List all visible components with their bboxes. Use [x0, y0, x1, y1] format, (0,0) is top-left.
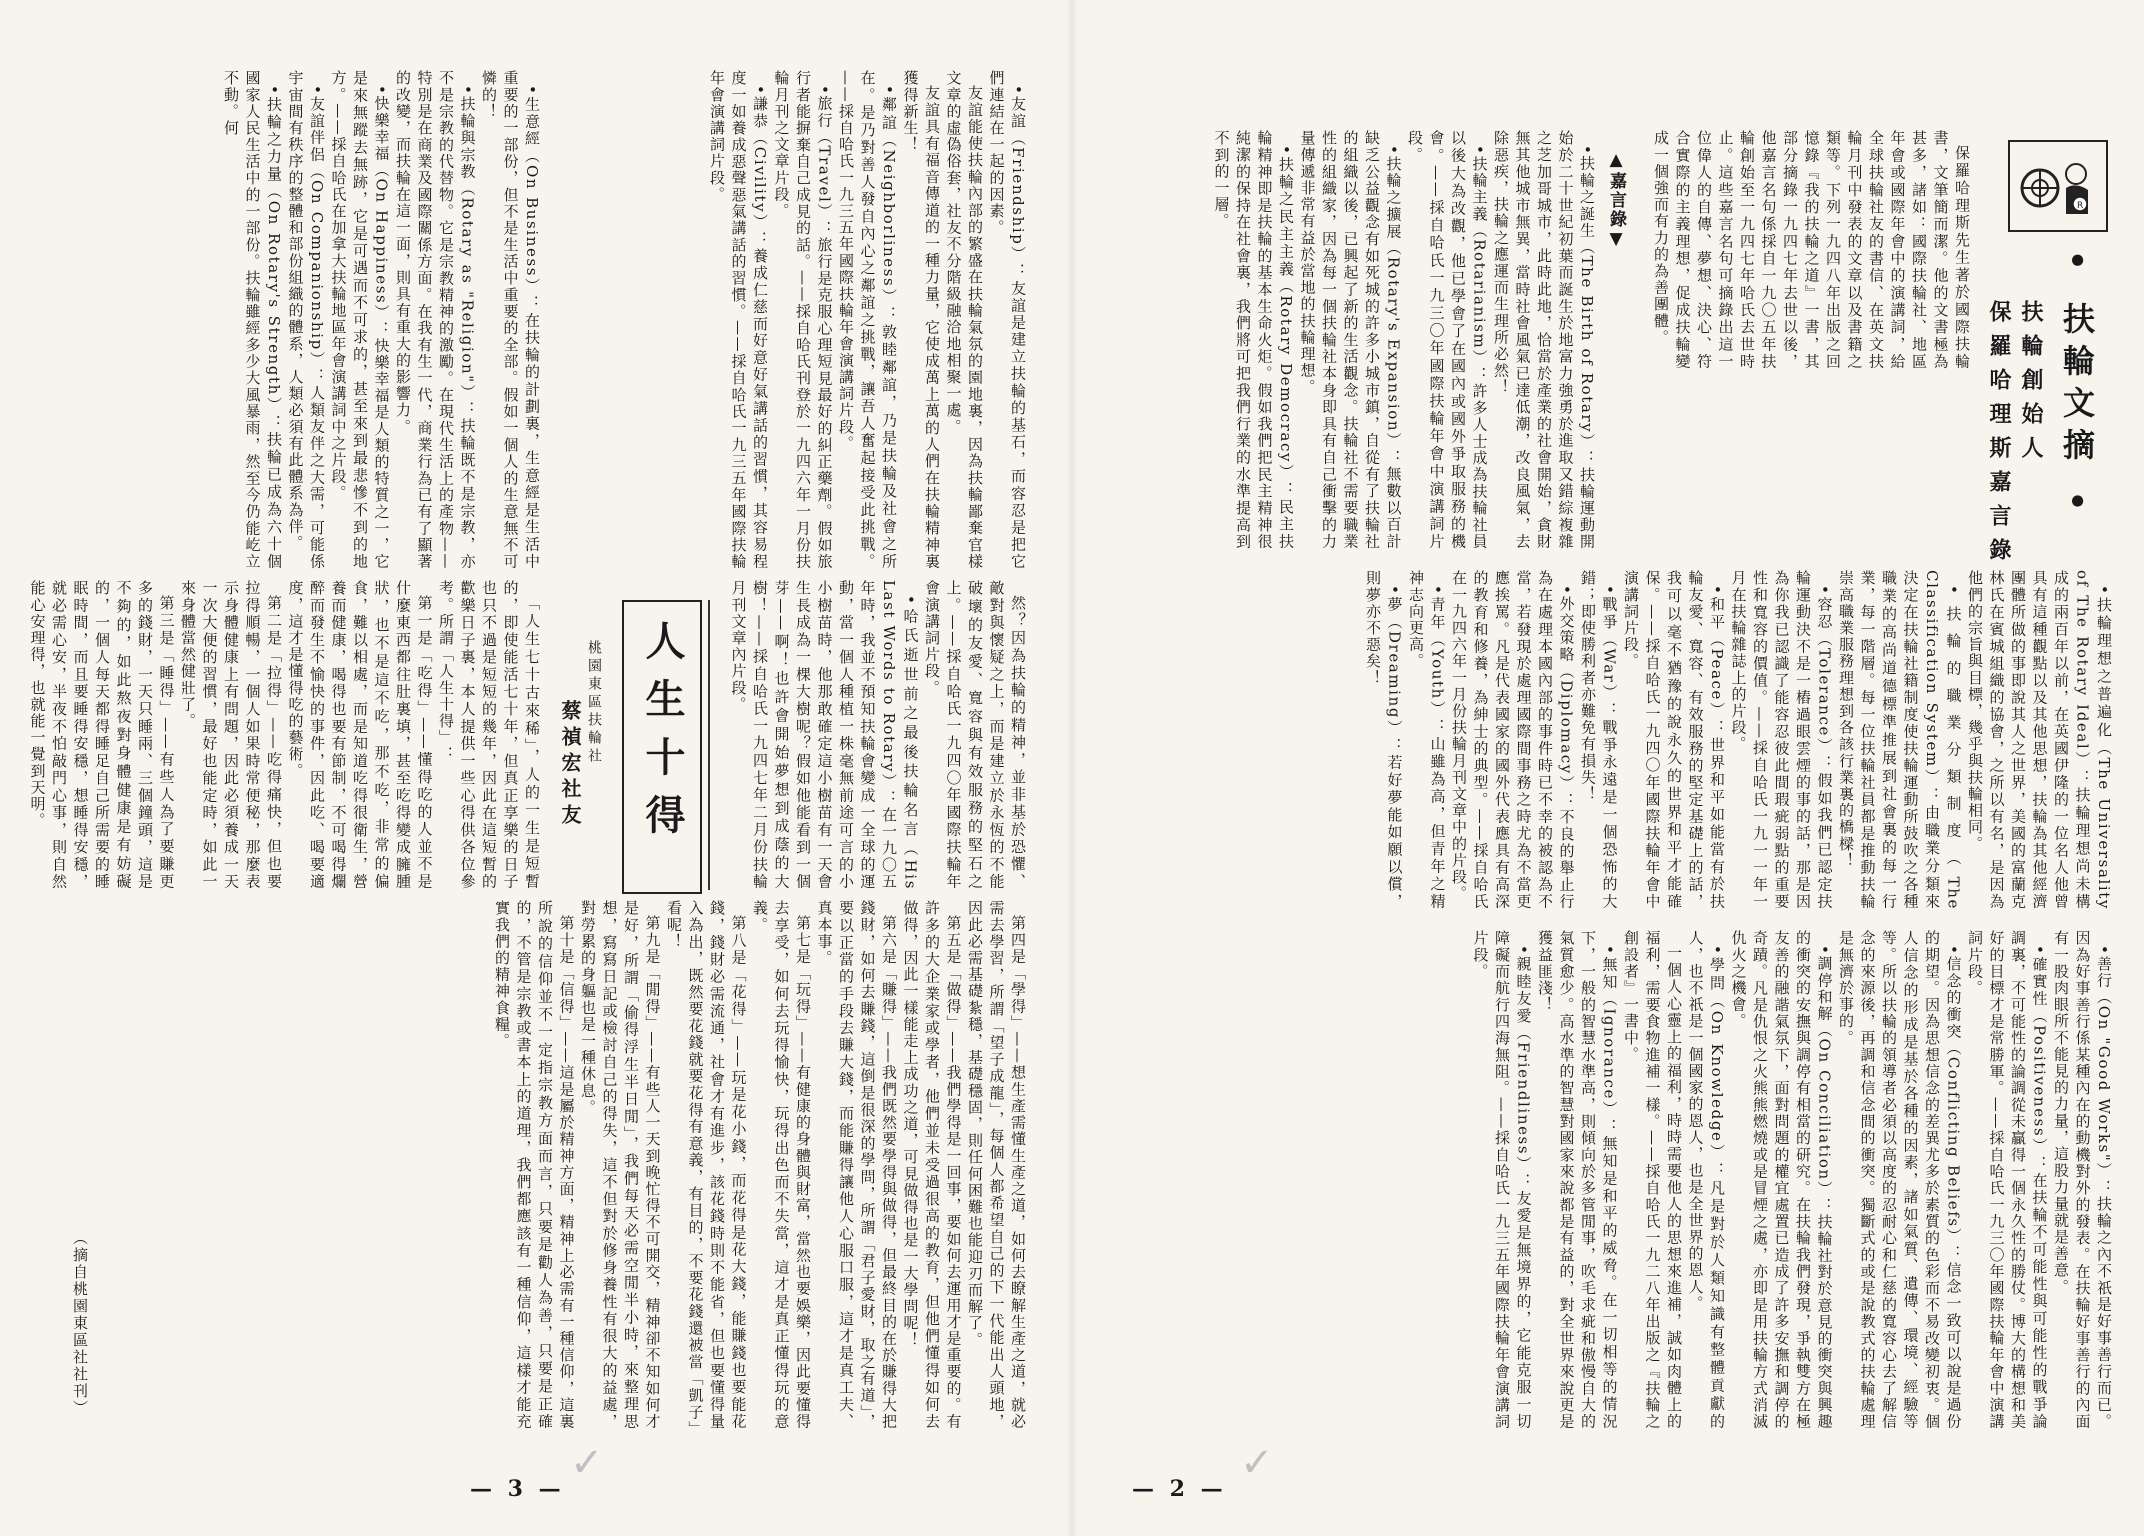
right-page	[1072, 0, 2144, 1536]
birth-of-rotary: •扶輪之誕生（The Birth of Rotary）：扶輪運動開始於二十世紀初葉而誕生於地富力強勇於進取又錯綜複雜之芝加哥城市，此時此地，恰當於產業的社會開始，貪財無其他城市無異，當時社會風氣已達低潮，改良風氣，去除惡疾，扶輪之應運而生理所必然！	[1492, 130, 1596, 550]
magazine-title: • 扶輪文摘 •	[2058, 250, 2096, 522]
right-top-block	[1102, 130, 1597, 550]
rotarianism: •扶輪主義（Rotarianism）：許多人士成為扶輪社員以後大為改觀，他已學會了在國內或國外爭取服務的機會。——採自哈氏一九三〇年國際扶輪年會中演講詞片段。	[1406, 130, 1489, 550]
friendliness: •親睦友愛（Friendliness）：友愛是無境界的，它能克服一切障礙而航行四海無阻。——採自哈氏一九三五年國際扶輪年會演講詞片段。	[1471, 930, 1533, 1430]
dreaming: •夢（Dreaming）：若好夢能如願以償，則夢亦不惡矣！	[1364, 570, 1404, 910]
left-top-text-block	[546, 70, 1028, 570]
happiness-paragraph: •快樂幸福（On Happiness）：快樂幸福是人類的特質之一，它是來無蹤去無跡，它是可遇而不可求的，甚至來到最悲慘不到的地方。——採自哈氏在加拿大扶輪地區年會演講詞中之片段。	[329, 70, 391, 570]
friendship-paragraph-3: 友誼具有福音傳道的一種力量，它使成萬上萬的人們在扶輪精神裏獲得新生！	[901, 70, 941, 570]
essay-title: 人生十得	[639, 620, 686, 852]
friendship-paragraph: •友誼（Friendship）：友誼是建立扶輪的基石，而容忍是把它們連結在一起的因素。	[987, 70, 1027, 570]
svg-text:R: R	[2077, 201, 2084, 211]
travel-paragraph: •旅行（Travel）：旅行是克服心理短見最好的糾正藥劑。假如旅行者能摒棄自己成見的話。——採自哈氏刊登於一九四六年一月份扶輪月刊之文章片段。	[772, 70, 834, 570]
essay-learn: 第四是「學得」——想生產需懂生產之道，如何去瞭解生產之道，就必需去學習，所謂「望子成龍」，每個人都希望自己的下一代能出人頭地，因此必需基礎紮穩，基礎穩固，則任何困難也能迎刃而解了。	[966, 900, 1027, 1430]
essay-title-rule	[708, 600, 710, 890]
conflicting-beliefs: •信念的衝突（Conflicting Beliefs）：信念一致可以說是過份的期望。因為思想信念的差異尤多於素質的色彩而不易改變初衷。個人信念的形成是基於各種的因素，諸如氣質、遺傳、環境、經驗等等。所以扶輪的領導者必須以高度的忍耐心和仁慈的寬容心去了解信念的來源後，再調和信念間的衝突。獨斷式的或是說教式的扶輪處理是無濟於事的。	[1837, 930, 1963, 1430]
essay-bottom-block	[52, 900, 1028, 1430]
right-middle-block	[1102, 570, 2114, 910]
author-name: 蔡禎宏社友	[558, 700, 582, 830]
diplomacy: •外交策略（Diplomacy）：不良的舉止行為在處理本國內部的事件時已不幸的被認為不當，若發現於處理國際間事務之時尤為不當更應挨罵。凡是代表國家的國外代表應具有高深的教育和修養，為紳士的典型。——採自哈氏在一九四六年一月份扶輪月刊文章中的片段。	[1450, 570, 1576, 910]
author-org: 桃園東區扶輪社	[586, 640, 602, 766]
section-heading: ▲嘉言錄▼	[1606, 150, 1626, 251]
left-top-text-block-2	[52, 70, 542, 570]
essay-spend: 第八是「花得」——玩是花小錢，而花得是花大錢，能賺錢也要能花錢，錢財必需流通，社會才有進步，該花錢時則不能省，但也要懂得量入為出，既然要花錢就要花得有意義，有目的，不要花錢還被當「凱子」看呢！	[665, 900, 748, 1430]
essay-intro: 「人生七十古來稀」，人的一生是短暫的，即使能活七十年，但真正享樂的日子也只不過是短短的幾年，因此在這短暫的歡樂日子裏，本人提供一些心得供各位參考。所謂「人生十得」：	[437, 580, 541, 890]
subtitle-founder: 扶輪創始人	[2018, 300, 2044, 470]
civility-paragraph: •謙恭（Civility）：養成仁慈而好意好氣講話的習慣，其容易程度一如養成惡聲惡氣講話的習慣。——採自哈氏一九三五年國際扶輪年會演講詞片段。	[708, 70, 769, 570]
essay-excrete: 第二是「拉得」——吃得痛快，但也要拉得順暢，一個人如果時常便秘，那麼表示身體健康上有問題，因此必須養成一天一次大便的習慣，最好也能定時，如此一來身體當然健壯了。	[179, 580, 283, 890]
pencil-mark-left: ✓	[570, 1440, 604, 1486]
tolerance: •容忍（Tolerance）：假如我們已認定扶輪運動決不是一樁過眼雲煙的事的話，那是因為你我已認識了能容忍彼此間瑕疵弱點的重要性和寬容的價值。——採自哈氏一九一一年一月在扶輪雜誌上的片段。	[1729, 570, 1834, 910]
rotary-expansion: •扶輪之擴展（Rotary's Expansion）：無數以百計缺乏公益觀念有如死城的許多小城市鎮，自從有了扶輪社的組織以後，已興起了新的生活觀念。扶輪社不需要職業性的組織家，因為每一個扶輪社本身即具有自己衝擊的力量傳遞非常有益於當地的扶輪理想。	[1298, 130, 1403, 550]
peace: •和平（Peace）：世界和平如能當有於扶輪友愛、寬容、有效服務的堅定基礎上的話，我可以毫不猶豫的說永久的世界和平才能確保。——採自哈氏一九四〇年國際扶輪年會中演講詞片段。	[1622, 570, 1726, 910]
neighborliness-paragraph: •鄰誼（Neighborliness）：敦睦鄰誼，乃是扶輪及社會之所在。是乃對善人發自內心之鄰誼之挑戰，讓吾人奮起接受此挑戰。——採自哈氏一九三五年國際扶輪年會演講詞片段。	[837, 70, 898, 570]
last-words-paragraph: •哈氏逝世前之最後扶輪名言（His Last Words to Rotary）：在一九〇五年時，我並不預知扶輪會變成一全球的運動，當一個人種植一株毫無前途可言的小小樹苗時，他那敢確定這小樹苗有一天會生長成為一棵大樹呢？假如他能看到一個芽——啊！也許會開始夢想到成蔭的大樹！——採自哈氏一九四七年二月份扶輪月刊文章內片段。	[729, 580, 920, 890]
essay-middle-block	[28, 580, 542, 890]
knowledge: •學問（On Knowledge）：凡是對於人類知識有整體貢獻的人，也不祇是一個國家的恩人，也是全世界的恩人。	[1686, 930, 1726, 1430]
pencil-mark-right: ✓	[1240, 1440, 1274, 1486]
classification-system: •扶輪的職業分類制度（The Classification System）：由職業分類來決定在扶輪社籍制度使扶輪運動所鼓吹之各種職業的高尚道德標準推展到社會裏的每一行業，每一階層。每一位扶輪社員都是推動扶輪崇高職業服務理想到各該行業裏的橋樑！	[1837, 570, 1963, 910]
friendship-paragraph-2: 友誼能使扶輪內部的繁盛在扶輪氣氛的園地裏，因為扶輪鄙棄官樣文章的虛偽俗套，社友不分階級融洽地相聚一處。	[944, 70, 984, 570]
companionship-paragraph: •友誼伴侶（On Companionship）：人類友伴之大需，可能係宇宙間有秩序的整體和部份組織的體系，人類必須有此體系為伴。	[286, 70, 326, 570]
essay-earn: 第六是「賺得」——我們既然要學得與做得，但最終目的在於賺得大把錢財，如何去賺錢，這倒是很深的學問，所謂「君子愛財，取之有道」，要以正當的手段去賺大錢，而能賺得讓他人心服口服，這才是真工夫、真本事。	[815, 900, 898, 1430]
youth: •青年（Youth）：山雖為高，但青年之精神志向更高。	[1407, 570, 1447, 910]
knowledge-2: 一個人心靈上的福利，時時需要他人的思想來進補，誠如肉體上的福利，需要食物進補一樣。——採自哈氏一九二八年出版之『扶輪之創設者』一書中。	[1622, 930, 1683, 1430]
strength-paragraph: •扶輪之力量（On Rotary's Strength）：扶輪已成為六十個國家人民生活中的一部份。扶輪雖經多少大風暴雨，然至今仍能屹立不動。何	[222, 70, 283, 570]
ignorance: •無知（Ignorance）：無知是和平的威脅。在一切相等的情況下，一般的智慧水準高，則傾向於多管閒事，吹毛求疵和傲慢自大的氣質愈少。高水準的智慧對國家來說都是有益的，對全世界來說更是獲益匪淺！	[1536, 930, 1619, 1430]
header-logo-box	[2008, 140, 2108, 232]
right-bottom-block	[1102, 930, 2114, 1430]
essay-believe: 第十是「信得」——這是屬於精神方面，精神上必需有一種信仰，這裏所說的信仰並不一定指宗教方面而言，只要是勸人為善，只要是正確的，不管是宗教或書本上的道理，我們都應該有一種信仰，這樣才能充實我們的精神食糧。	[493, 900, 576, 1430]
essay-leisure: 第九是「閒得」——有些人一天到晚忙得不可開交，精神卻不知如何才是好，所謂「偷得浮生半日閒」，我們每天必需空閒半小時，來整理思想，寫寫日記或檢討自己的得失，這不但對於修身養性有很大的益處，對勞累的身軀也是一種休息。	[579, 900, 662, 1430]
conciliation: •調停和解（On Conciliation）：扶輪社對於意見的衝突與興趣的衝突的安撫與調停有相當的研究。在扶輪我們發現，爭執雙方在極友善的融諧氣氛下，面對問題的權宜處置已造成了許多安撫和調停的奇蹟。凡是仇恨之火熊熊燃燒或是冒煙之處，亦即是用扶輪方式消滅仇火之機會。	[1729, 930, 1834, 1430]
business-paragraph: •生意經（On Business）：在扶輪的計劃裏，生意經是生活中重要的一部份，但不是生活中重要的全部。假如一個人的生意無不可憐的！	[480, 70, 541, 570]
war: •戰爭（War）：戰爭永遠是一個恐怖的大錯；即使勝利者亦難免有損失！	[1579, 570, 1619, 910]
essay-eat: 第一是「吃得」——懂得吃的人並不是什麼東西都往肚裏填，甚至吃得變成臃腫狀，也不是這不吃，那不吃，非常的偏食，難以相處，而是知道吃得很衛生，營養而健康，喝得也要有節制，不可喝得爛醉而發生不愉快的事件，因此吃、喝要適度，這才是懂得吃的藝術。	[286, 580, 434, 890]
rotary-cartoon-icon	[2016, 148, 2100, 224]
intro-block	[1632, 130, 1972, 370]
good-works: •善行（On "Good Works"）：扶輪之內不祇是好事善行而已。因為好事善行係某種內在的動機對外的發表。在扶輪好事善行的內面有一股肉眼所不能見的力量，這股力量就是善意。	[2052, 930, 2113, 1430]
subtitle-quotes: 保羅哈理斯嘉言錄	[1986, 300, 2012, 572]
intro-paragraph: 保羅哈理斯先生著於國際扶輪書，文筆簡而潔。他的文書極為甚多，諸如：國際扶輪社、地區年會或國際年會中的演講詞，給全球扶輪社友的書信、在英文扶輪月刊中發表的文章以及書籍之類等。下列一九四八年出版之回憶錄『我的扶輪之道』一書，其部分摘錄一九四七年去世以後，他嘉言名句係採自一九〇五年扶輪創始至一九四七年哈氏去世時止。這些嘉言名句可摘錄出這一位偉人的自傳、夢想、決心、符合實際的主義理想，促成扶輪變成一個強而有力的為善團體。	[1652, 130, 1971, 370]
essay-source: （摘自桃園東區社社刊）	[71, 1230, 89, 1417]
page-number-right: — 2 —	[1132, 1476, 1227, 1502]
strength-continuation: 然？因為扶輪的精神，並非基於恐懼、敵對與懷疑之上，而是建立於永恆的不能破壞的友愛、寬容與有效服務的堅石之上。——採自哈氏一九四〇年國際扶輪年會演講詞片段。	[923, 580, 1027, 890]
religion-paragraph: •扶輪與宗教（Rotary as "Religion"）：扶輪既不是宗教，亦不是宗教的代替物。它是宗教精神的激勵。在現代生活上的產物——特別是在商業及國際關係方面。在我有生一代，商業行為已有了顯著的改變，而扶輪在這一面，則具有重大的影響力。	[394, 70, 477, 570]
left-mid-continuation	[716, 580, 1028, 890]
essay-do: 第五是「做得」——我們學得是一回事，要如何去運用才是重要的。有許多的大企業家或學者，他們並未受過很高的教育，但他們懂得如何去做得，因此一樣能走上成功之道，可見做得也是一大學問呢！	[901, 900, 963, 1430]
page-number-left: — 3 —	[470, 1476, 565, 1502]
essay-sleep: 第三是「睡得」——有些人為了要賺更多的錢財，一天只睡兩、三個鐘頭，這是不夠的，如此熬夜對身體健康是有妨礙的，一個人每天都得睡足自己所需要的睡眠時間，而且要睡得安穩，想睡得安穩，就必需心安，半夜不怕敲門心事，則自然能心安理得，也就能一覺到天明。	[28, 580, 176, 890]
essay-play: 第七是「玩得」——有健康的身體與財富，當然也要娛樂，因此要懂得去享受，如何去玩得愉快，玩得出色而不失當，這才是真正懂得玩的意義。	[751, 900, 812, 1430]
positiveness: •確實性（Positiveness）：在扶輪不可能性與可能性的戰爭論調裏，不可能性的論調從未贏得一個永久性的勝仗。博大的構想和美好的目標才是常勝軍。——採自哈氏一九三〇年國際扶輪年會中演講詞片段。	[1966, 930, 2049, 1430]
rotary-democracy-heading: •扶輪之民主主義（Rotary Democracy）：民主扶輪精神即是扶輪的基本生命火炬。假如我們把民主精神很純潔的保持在社會裏，我們將可把我們行業的水準提高到不到的一層。	[1212, 130, 1295, 550]
universality: •扶輪理想之普遍化（The Universality of The Rotary Ideal）：扶輪理想尚未構成的兩百年以前，在英國伊隆的一位名人他曾具有這種觀點以及其他思想，扶輪為其他經濟團體所做的事即說其人之世界，美國的富蘭克林氏在賓城組織的協會，之所以有名，是因為他們的宗旨與目標，幾乎與扶輪相同。	[1966, 570, 2113, 910]
